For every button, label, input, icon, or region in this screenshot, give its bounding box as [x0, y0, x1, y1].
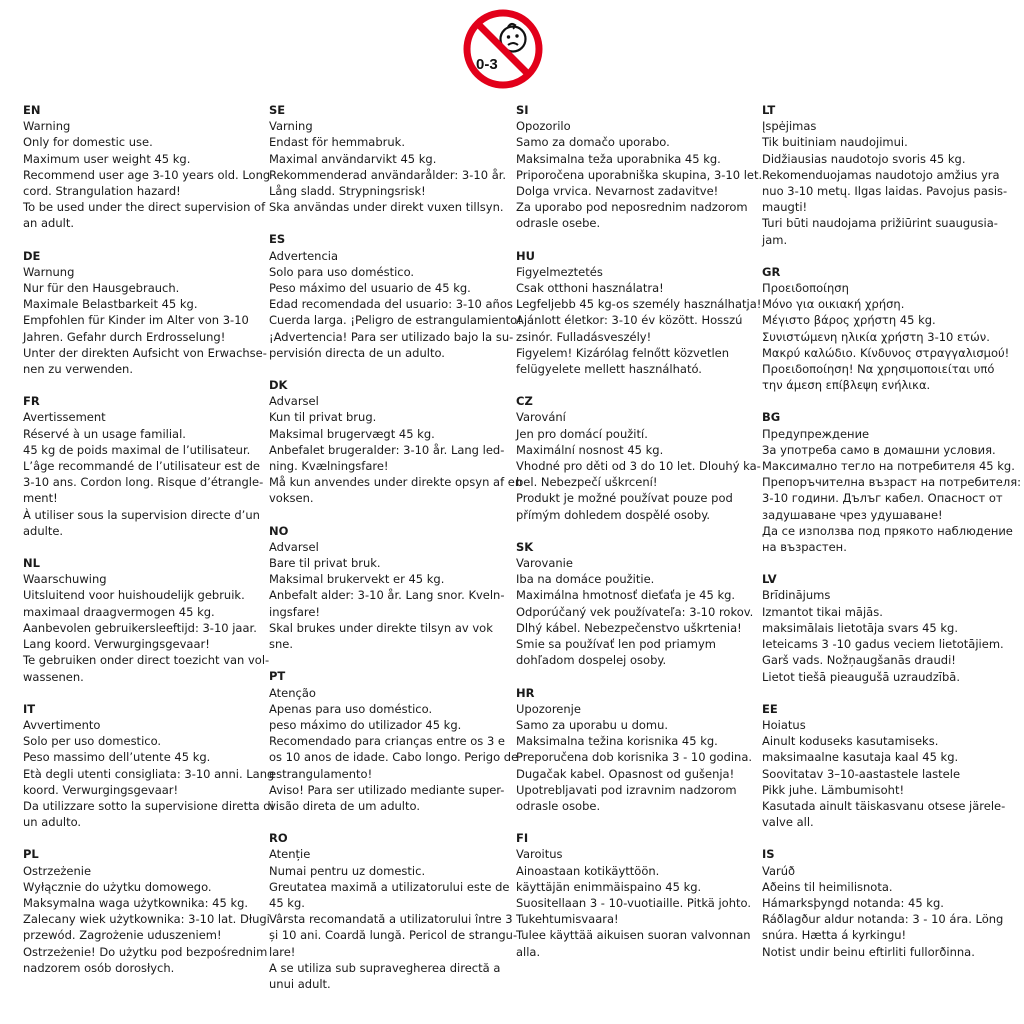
- warning-text-line: Maximale Belastbarkeit 45 kg.: [23, 297, 198, 312]
- language-code: GR: [762, 264, 781, 279]
- warning-text-line: Legfeljebb 45 kg-os személy használhatja!: [516, 297, 762, 312]
- warning-section-es: [269, 231, 522, 361]
- warning-text-line: Rekomenduojamas naudotojo amžius yra: [762, 167, 1000, 182]
- warning-text-line: Nur für den Hausgebrauch.: [23, 281, 180, 296]
- warning-heading: Avvertimento: [23, 717, 101, 732]
- warning-text-line: Skal brukes under direkte tilsyn av vok: [269, 620, 493, 635]
- warning-text-line: maksimālais lietotāja svars 45 kg.: [762, 620, 959, 635]
- warning-text-line: adulte.: [23, 523, 64, 538]
- warning-heading: Varoitus: [516, 847, 563, 862]
- warning-text-line: Only for domestic use.: [23, 135, 153, 150]
- warning-text-line: Dolga vrvica. Nevarnost zadavitve!: [516, 184, 719, 199]
- warning-text-line: pervisión directa de un adulto.: [269, 345, 445, 360]
- warning-text-line: Greutatea maximă a utilizatorului este de: [269, 879, 510, 894]
- warning-text-line: ¡Advertencia! Para ser utilizado bajo la su-: [269, 329, 514, 344]
- warning-text-line: ment!: [23, 491, 58, 506]
- warning-text-line: bel. Nebezpečí uškrcení!: [516, 475, 658, 490]
- warning-text-line: Soovitatav 3–10-aastastele lastele: [762, 766, 961, 781]
- warning-text-line: Препоръчителна възраст на потребителя:: [762, 475, 1021, 490]
- warning-heading: Atenção: [269, 685, 316, 700]
- warning-text-line: Odporúčaný vek používateľa: 3-10 rokov.: [516, 604, 754, 619]
- warning-text-line: și 10 ani. Coardă lungă. Pericol de strangu-: [269, 928, 518, 943]
- warning-text-line: an adult.: [23, 216, 74, 231]
- warning-text-line: Suositellaan 3 - 10-vuotiaille. Pitkä johto.: [516, 895, 751, 910]
- no-children-0-3-icon: [462, 8, 544, 90]
- warning-section-lv: [762, 571, 1004, 684]
- warning-column-4: [762, 102, 1021, 976]
- language-code: NO: [269, 523, 289, 538]
- warning-text-line: Tik buitiniam naudojimui.: [762, 135, 908, 150]
- warning-text-line: Peso máximo del usuario de 45 kg.: [269, 281, 471, 296]
- warning-text-line: Lang koord. Verwurgingsgevaar!: [23, 637, 210, 652]
- warning-text-line: Maksymalna waga użytkownika: 45 kg.: [23, 895, 249, 910]
- warning-text-line: Προειδοποίηση! Να χρησιμοποιείται υπό: [762, 362, 995, 377]
- warning-text-line: Upotrebljavati pod izravnim nadzorom: [516, 782, 737, 797]
- warning-text-line: nen zu verwenden.: [23, 362, 133, 377]
- warning-text-line: Maximal användarvikt 45 kg.: [269, 151, 437, 166]
- warning-text-line: nadzorem osób dorosłych.: [23, 960, 175, 975]
- warning-text-line: Iba na domáce použitie.: [516, 572, 655, 587]
- warning-text-line: την άμεση επίβλεψη ενήλικα.: [762, 378, 931, 393]
- warning-text-line: Lietot tiešā pieaugušā uzraudzībā.: [762, 669, 960, 684]
- warning-section-hr: [516, 685, 754, 815]
- warning-section-si: [516, 102, 763, 232]
- warning-section-sk: [516, 539, 754, 669]
- warning-text-line: задушаване чрез удушаване!: [762, 507, 943, 522]
- warning-text-line: Da utilizzare sotto la supervisione diretta di: [23, 798, 274, 813]
- warning-text-line: Solo para uso doméstico.: [269, 264, 415, 279]
- warning-text-line: voksen.: [269, 491, 314, 506]
- language-code: CZ: [516, 394, 533, 409]
- warning-text-line: Pikk juhe. Lämbumisoht!: [762, 782, 905, 797]
- warning-section-fi: [516, 830, 754, 960]
- language-code: HR: [516, 685, 535, 700]
- warning-text-line: Tulee käyttää aikuisen suoran valvonnan: [516, 928, 751, 943]
- warning-text-line: Izmantot tikai mājās.: [762, 604, 883, 619]
- warning-heading: Varning: [269, 119, 313, 134]
- warning-text-line: Dugačak kabel. Opasnost od gušenja!: [516, 766, 735, 781]
- warning-section-nl: [23, 555, 270, 685]
- warning-text-line: Maksimal brukervekt er 45 kg.: [269, 572, 445, 587]
- warning-text-line: Edad recomendada del usuario: 3-10 años .: [269, 297, 521, 312]
- warning-text-line: Ajánlott életkor: 3-10 év között. Hosszú: [516, 313, 743, 328]
- warning-heading: Varování: [516, 410, 566, 425]
- warning-text-line: A se utiliza sub supravegherea directă a: [269, 960, 501, 975]
- warning-text-line: ning. Kvælningsfare!: [269, 459, 389, 474]
- warning-text-line: Csak otthoni használatra!: [516, 281, 664, 296]
- warning-heading: Ostrzeżenie: [23, 863, 92, 878]
- warning-text-line: Maksimal brugervægt 45 kg.: [269, 426, 435, 441]
- warning-section-bg: [762, 409, 1021, 555]
- warning-text-line: Μόνο για οικιακή χρήση.: [762, 297, 905, 312]
- warning-text-line: Bare til privat bruk.: [269, 556, 381, 571]
- language-code: LT: [762, 103, 776, 117]
- language-code: FI: [516, 831, 529, 846]
- warning-text-line: dohľadom dospelej osoby.: [516, 653, 667, 668]
- warning-column-3: [516, 102, 763, 976]
- language-code: EN: [23, 103, 41, 117]
- warning-text-line: Ráðlagður aldur notanda: 3 - 10 ára. Löng: [762, 912, 1004, 927]
- warning-section-pt: [269, 668, 519, 814]
- warning-text-line: Jahren. Gefahr durch Erdrosselung!: [23, 329, 226, 344]
- warning-heading: Hoiatus: [762, 717, 806, 732]
- warning-text-line: ingsfare!: [269, 604, 321, 619]
- language-code: RO: [269, 831, 288, 846]
- warning-text-line: Endast för hemmabruk.: [269, 135, 405, 150]
- warning-text-line: Turi būti naudojama prižiūrint suaugusia-: [762, 216, 998, 231]
- language-code: PL: [23, 847, 39, 862]
- warning-text-line: Samo za uporabu u domu.: [516, 717, 669, 732]
- warning-text-line: Za uporabo pod neposrednim nadzorom: [516, 200, 748, 215]
- language-code: SK: [516, 539, 534, 554]
- warning-text-line: Maksimalna teža uporabnika 45 kg.: [516, 151, 721, 166]
- warning-text-line: un adulto.: [23, 815, 82, 830]
- warning-heading: Warning: [23, 119, 71, 134]
- warning-text-line: valve all.: [762, 815, 814, 830]
- warning-heading: Предупреждение: [762, 426, 870, 441]
- language-code: DK: [269, 378, 288, 393]
- warning-text-line: Ostrzeżenie! Do użytku pod bezpośrednim: [23, 944, 268, 959]
- warning-text-line: Garš vads. Nožņaugšanās draudi!: [762, 653, 956, 668]
- warning-text-line: Preporučena dob korisnika 3 - 10 godina.: [516, 750, 753, 765]
- warning-heading: Upozorenje: [516, 701, 581, 716]
- warning-text-line: Ska användas under direkt vuxen tillsyn.: [269, 200, 504, 215]
- warning-heading: Waarschuwing: [23, 572, 107, 587]
- warning-text-line: Produkt je možné používat pouze pod: [516, 491, 733, 506]
- warning-text-line: Maksimalna težina korisnika 45 kg.: [516, 734, 718, 749]
- warning-heading: Figyelmeztetés: [516, 264, 603, 279]
- warning-section-hu: [516, 248, 762, 378]
- warning-text-line: Priporočena uporabniška skupina, 3-10 let.: [516, 167, 763, 182]
- warning-text-line: Figyelem! Kizárólag felnőtt közvetlen: [516, 345, 730, 360]
- warning-heading: Avertissement: [23, 410, 106, 425]
- warning-text-line: alla.: [516, 944, 541, 959]
- warning-text-line: Aviso! Para ser utilizado mediante super-: [269, 782, 505, 797]
- warning-text-line: Unter der direkten Aufsicht von Erwachse-: [23, 345, 267, 360]
- warning-text-line: Didžiausias naudotojo svoris 45 kg.: [762, 151, 966, 166]
- warning-section-ee: [762, 701, 1006, 831]
- warning-text-line: Apenas para uso doméstico.: [269, 701, 433, 716]
- warning-text-line: À utiliser sous la supervision directe d’un: [23, 507, 260, 522]
- warning-heading: Varúð: [762, 863, 796, 878]
- warning-section-gr: [762, 264, 1010, 394]
- warning-text-line: Anbefalet brugeralder: 3-10 år. Lang led-: [269, 442, 505, 457]
- warning-text-line: Recommend user age 3-10 years old. Long: [23, 167, 271, 182]
- warning-heading: Advarsel: [269, 539, 319, 554]
- warning-text-line: unui adult.: [269, 976, 331, 991]
- warning-text-line: Dlhý kábel. Nebezpečenstvo uškrtenia!: [516, 620, 742, 635]
- warning-heading: Atenție: [269, 847, 311, 862]
- warning-text-line: Μακρύ καλώδιο. Κίνδυνος στραγγαλισμού!: [762, 345, 1010, 360]
- warning-text-line: Rekommenderad användarålder: 3-10 år.: [269, 167, 507, 182]
- warning-text-line: Uitsluitend voor huishoudelijk gebruik.: [23, 588, 245, 603]
- warning-section-is: [762, 846, 1004, 959]
- warning-text-line: wassenen.: [23, 669, 84, 684]
- warning-text-line: käyttäjän enimmäispaino 45 kg.: [516, 879, 702, 894]
- warning-section-en: [23, 102, 271, 232]
- warning-text-line: Recomendado para crianças entre os 3 e: [269, 734, 505, 749]
- warning-text-line: Μέγιστο βάρος χρήστη 45 kg.: [762, 313, 936, 328]
- warning-text-line: За употреба само в домашни условия.: [762, 442, 996, 457]
- warning-heading: Opozorilo: [516, 119, 571, 134]
- language-code: EE: [762, 701, 778, 716]
- warning-text-line: estrangulamento!: [269, 766, 373, 781]
- warning-section-cz: [516, 393, 761, 523]
- language-code: NL: [23, 556, 40, 571]
- warning-text-line: на възрастен.: [762, 540, 847, 555]
- warning-text-line: To be used under the direct supervision of: [23, 200, 266, 215]
- warning-text-line: Vârsta recomandată a utilizatorului între 3: [269, 912, 513, 927]
- language-code: FR: [23, 394, 40, 409]
- warning-text-line: Ainult koduseks kasutamiseks.: [762, 734, 939, 749]
- warning-text-line: Anbefalt alder: 3-10 år. Lang snor. Kveln-: [269, 588, 505, 603]
- warning-section-pl: [23, 846, 270, 976]
- warning-text-line: Ieteicams 3 -10 gadus veciem lietotājiem.: [762, 637, 1004, 652]
- warning-text-line: Vhodné pro děti od 3 do 10 let. Dlouhý ka-: [516, 459, 761, 474]
- warning-section-se: [269, 102, 507, 215]
- warning-text-line: Te gebruiken onder direct toezicht van vol-: [23, 653, 270, 668]
- warning-text-line: cord. Strangulation hazard!: [23, 184, 181, 199]
- warning-text-line: os 10 anos de idade. Cabo longo. Perigo de: [269, 750, 519, 765]
- warning-heading: Warnung: [23, 264, 75, 279]
- warning-text-line: 45 kg.: [269, 895, 305, 910]
- warning-text-line: Solo per uso domestico.: [23, 734, 162, 749]
- warning-text-line: Tukehtumisvaara!: [516, 912, 619, 927]
- warning-text-line: maximaal draagvermogen 45 kg.: [23, 604, 215, 619]
- warning-text-line: 3-10 ans. Cordon long. Risque d’étrangle-: [23, 475, 264, 490]
- language-code: ES: [269, 232, 286, 247]
- warning-text-line: Да се използва под прякото наблюдение: [762, 523, 1013, 538]
- warning-text-line: Lång sladd. Strypningsrisk!: [269, 184, 426, 199]
- warning-text-line: Cuerda larga. ¡Peligro de estrangulamiento!: [269, 313, 522, 328]
- warning-text-line: Numai pentru uz domestic.: [269, 863, 426, 878]
- warning-text-line: jam.: [762, 232, 788, 247]
- age-range-label: 0-3: [476, 56, 498, 73]
- warning-text-line: zsinór. Fulladásveszély!: [516, 329, 652, 344]
- warning-text-line: Wyłącznie do użytku domowego.: [23, 879, 212, 894]
- warning-text-line: Συνιστώμενη ηλικία χρήστη 3-10 ετών.: [762, 329, 990, 344]
- warning-text-line: Notist undir beinu eftirliti fullorðinna.: [762, 944, 975, 959]
- warning-text-line: Empfohlen für Kinder im Alter von 3-10: [23, 313, 249, 328]
- warning-text-line: Максимално тегло на потребителя 45 kg.: [762, 459, 1015, 474]
- warning-text-line: sne.: [269, 637, 294, 652]
- warning-heading: Advarsel: [269, 394, 319, 409]
- warning-text-line: Må kun anvendes under direkte opsyn af en: [269, 475, 523, 490]
- language-code: IS: [762, 847, 775, 862]
- warning-column-1: [23, 102, 275, 992]
- warning-text-line: felügyelete mellett használható.: [516, 362, 702, 377]
- language-code: BG: [762, 410, 781, 425]
- language-code: SI: [516, 103, 529, 117]
- warning-heading: Įspėjimas: [762, 119, 817, 134]
- warning-text-line: Kun til privat brug.: [269, 410, 377, 425]
- warning-text-line: Età degli utenti consigliata: 3-10 anni. Lang: [23, 766, 275, 781]
- language-code: DE: [23, 248, 41, 263]
- language-code: IT: [23, 701, 36, 716]
- warning-section-lt: [762, 102, 1008, 248]
- warning-heading: Προειδοποίηση: [762, 281, 849, 296]
- language-code: SE: [269, 103, 286, 117]
- warning-text-line: Zalecany wiek użytkownika: 3-10 lat. Długi: [23, 912, 270, 927]
- warning-text-line: Maximum user weight 45 kg.: [23, 151, 191, 166]
- language-code: HU: [516, 248, 535, 263]
- warning-heading: Brīdinājums: [762, 588, 831, 603]
- warning-section-it: [23, 701, 275, 831]
- warning-section-fr: [23, 393, 264, 539]
- warning-text-line: visão direta de um adulto.: [269, 798, 420, 813]
- warning-text-line: přímým dohledem dospělé osoby.: [516, 507, 711, 522]
- warning-text-line: lare!: [269, 944, 296, 959]
- warning-text-line: Maximální nosnost 45 kg.: [516, 442, 664, 457]
- warning-text-line: przewód. Zagrożenie uduszeniem!: [23, 928, 222, 943]
- language-code: LV: [762, 572, 777, 587]
- warning-text-line: Aðeins til heimilisnota.: [762, 879, 893, 894]
- warning-text-line: Hámarksþyngd notanda: 45 kg.: [762, 895, 944, 910]
- warning-text-line: L’âge recommandé de l’utilisateur est de: [23, 459, 260, 474]
- warning-text-line: snúra. Hætta á kyrkingu!: [762, 928, 907, 943]
- warning-text-line: Smie sa používať len pod priamym: [516, 637, 716, 652]
- warning-section-ro: [269, 830, 518, 992]
- warning-text-line: Aanbevolen gebruikersleeftijd: 3-10 jaar.: [23, 620, 257, 635]
- warning-text-line: 3-10 години. Дълъг кабел. Опасност от: [762, 491, 1003, 506]
- warning-section-de: [23, 248, 267, 378]
- warning-text-line: odrasle osebe.: [516, 216, 601, 231]
- warning-text-line: Samo za domačo uporabo.: [516, 135, 670, 150]
- warning-text-line: 45 kg de poids maximal de l’utilisateur.: [23, 442, 251, 457]
- warning-section-no: [269, 523, 507, 653]
- warning-text-line: Kasutada ainult täiskasvanu otsese järele-: [762, 798, 1006, 813]
- warning-section-dk: [269, 377, 523, 507]
- warning-text-line: Peso massimo dell’utente 45 kg.: [23, 750, 211, 765]
- warning-text-line: maugti!: [762, 200, 808, 215]
- warning-text-line: odrasle osobe.: [516, 798, 601, 813]
- warning-text-line: peso máximo do utilizador 45 kg.: [269, 717, 462, 732]
- warning-heading: Advertencia: [269, 248, 339, 263]
- warning-text-line: maksimaalne kasutaja kaal 45 kg.: [762, 750, 959, 765]
- warning-heading: Varovanie: [516, 556, 573, 571]
- warning-text-line: Maximálna hmotnosť dieťaťa je 45 kg.: [516, 588, 736, 603]
- warning-text-line: Réservé à un usage familial.: [23, 426, 186, 441]
- warning-text-line: koord. Verwurgingsgevaar!: [23, 782, 179, 797]
- warning-text-line: Ainoastaan kotikäyttöön.: [516, 863, 660, 878]
- language-code: PT: [269, 669, 286, 684]
- warning-text-line: nuo 3-10 metų. Ilgas laidas. Pavojus pasis-: [762, 184, 1008, 199]
- warning-text-line: Jen pro domácí použití.: [516, 426, 648, 441]
